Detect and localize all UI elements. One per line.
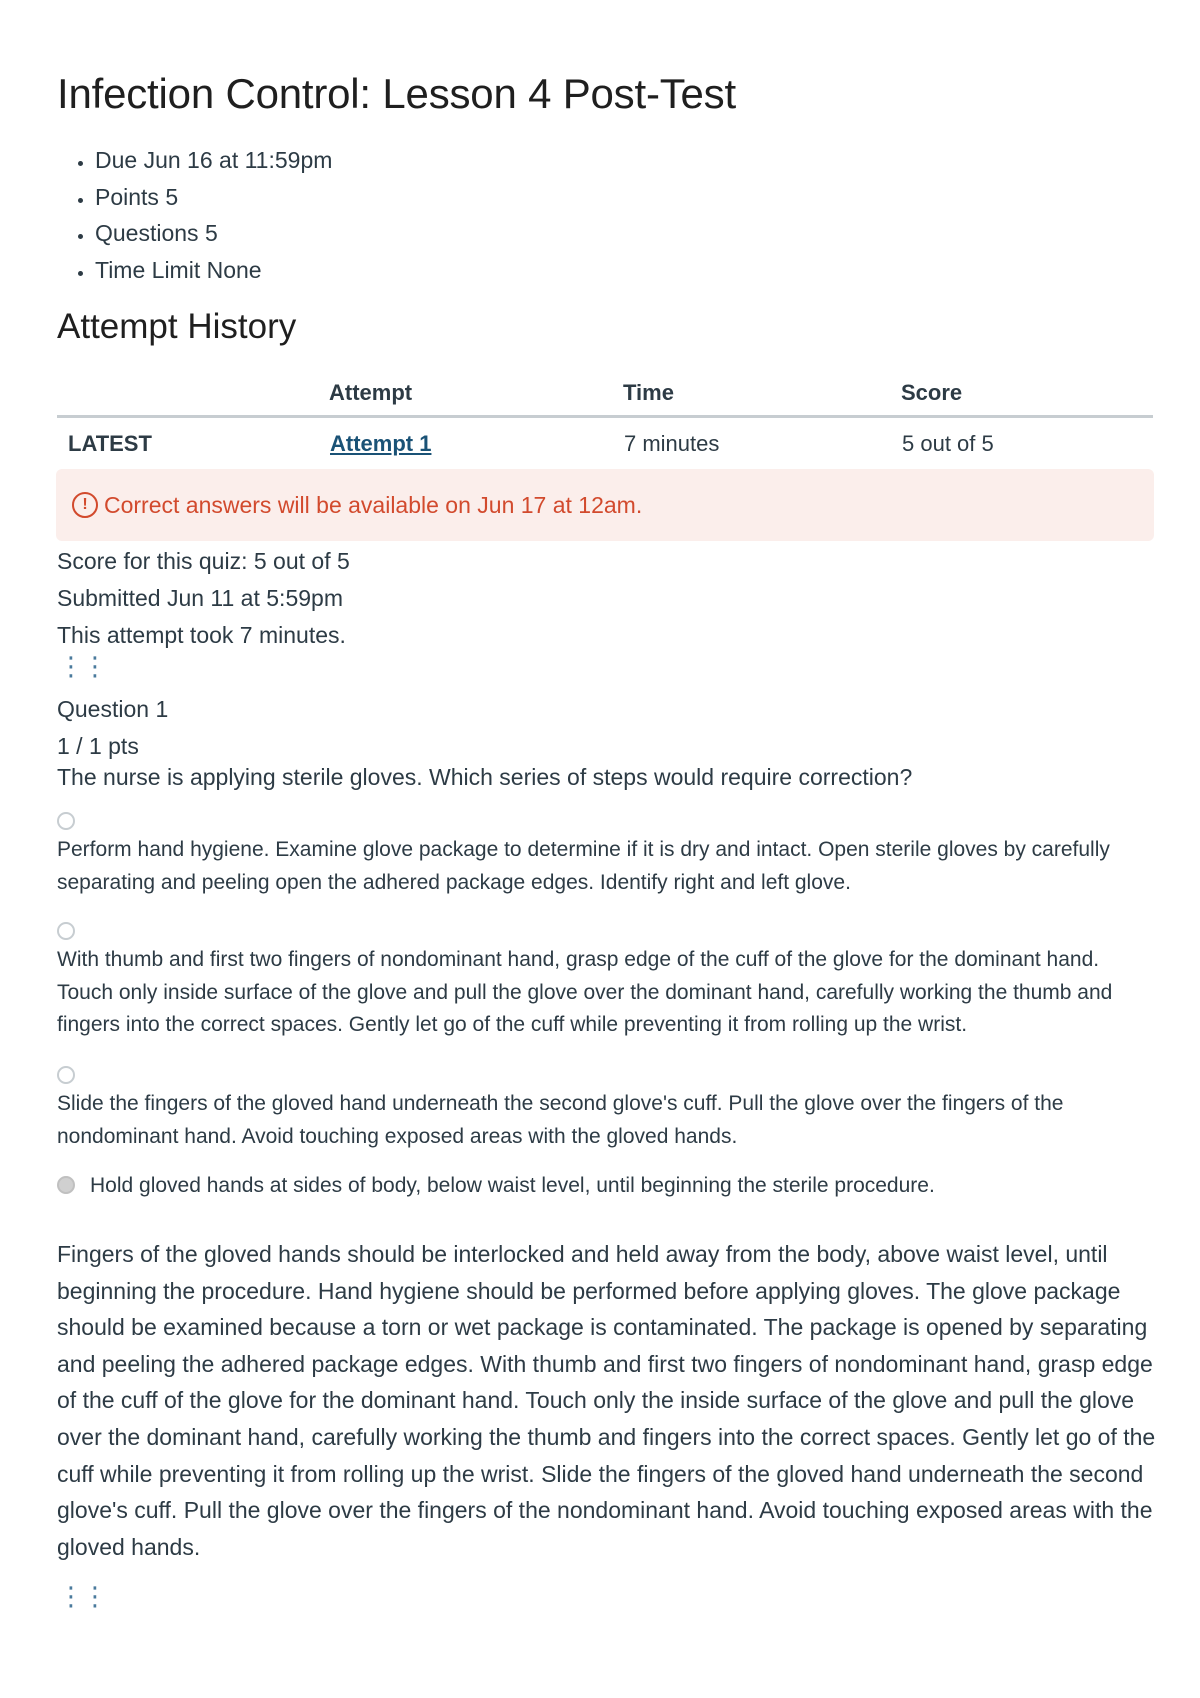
questions-item: • Questions 5 bbox=[95, 215, 332, 252]
correct-answers-alert bbox=[56, 469, 1154, 541]
answer-radio-4-selected[interactable] bbox=[57, 1176, 75, 1194]
answer-option-2-text: With thumb and first two fingers of nondominant hand, grasp edge of the cuff of the glove for the dominant hand. Touch only inside surface of the glove and pull the glove over the dominant hand, carefully working the thumb and fingers into the correct spaces. Gently let go of the cuff while preventing it from rolling up the wrist. bbox=[57, 948, 1113, 1036]
quiz-details-list bbox=[57, 142, 332, 288]
column-header-attempt: Attempt bbox=[329, 370, 623, 417]
drag-handle-icon[interactable]: ⋮⋮ bbox=[58, 1581, 106, 1611]
question-number: Question 1 bbox=[57, 696, 169, 722]
attempt-history-table bbox=[57, 370, 1153, 470]
column-header-score: Score bbox=[901, 370, 1153, 417]
answer-option-4-text: Hold gloved hands at sides of body, below waist level, until beginning the sterile procedure. bbox=[90, 1174, 935, 1197]
quiz-title: Infection Control: Lesson 4 Post-Test bbox=[57, 70, 736, 117]
duration-text: This attempt took 7 minutes. bbox=[57, 622, 346, 648]
question-text: The nurse is applying sterile gloves. Which series of steps would require correction? bbox=[57, 764, 913, 790]
submitted-text: Submitted Jun 11 at 5:59pm bbox=[57, 585, 343, 611]
answer-option-3-text: Slide the fingers of the gloved hand underneath the second glove's cuff. Pull the glove over the fingers of the nondominant hand. Avoid touching exposed areas with the gloved hands. bbox=[57, 1092, 1064, 1148]
attempt-history-heading: Attempt History bbox=[57, 307, 297, 346]
answer-radio-1[interactable] bbox=[57, 812, 75, 830]
answer-explanation: Fingers of the gloved hands should be interlocked and held away from the body, above waist level, until beginning the procedure. Hand hygiene should be performed before applying gloves. The glove package should be examined because a torn or wet package is contaminated. The package is opened by separating and peeling the adhered package edges. With thumb and first two fingers of nondominant hand, grasp edge of the cuff of the glove for the dominant hand. Touch only the inside surface of the glove and pull the glove over the dominant hand, carefully working the thumb and fingers into the correct spaces. Gently let go of the cuff while preventing it from rolling up the wrist. Slide the fingers of the gloved hand underneath the second glove's cuff. Pull the glove over the fingers of the nondominant hand. Avoid touching exposed areas with the gloved hands. bbox=[57, 1241, 1156, 1560]
points-item: • Points 5 bbox=[95, 179, 332, 216]
answer-radio-3[interactable] bbox=[57, 1066, 75, 1084]
table-header-row bbox=[57, 370, 1153, 417]
latest-label: LATEST bbox=[68, 431, 152, 456]
quiz-score-text: Score for this quiz: 5 out of 5 bbox=[57, 548, 350, 574]
attempt-1-link[interactable]: Attempt 1 bbox=[330, 431, 432, 456]
alert-text: Correct answers will be available on Jun 17 at 12am. bbox=[104, 491, 643, 518]
time-limit-item: • Time Limit None bbox=[95, 252, 332, 289]
due-date-item: • Due Jun 16 at 11:59pm bbox=[95, 142, 332, 179]
answer-radio-2[interactable] bbox=[57, 922, 75, 940]
question-header bbox=[57, 691, 168, 765]
attempt-score: 5 out of 5 bbox=[902, 431, 994, 456]
quiz-summary bbox=[57, 543, 350, 654]
answer-option-1-text: Perform hand hygiene. Examine glove package to determine if it is dry and intact. Open sterile gloves by carefully separating and peeling open the adhered package edges. Identify right and left glove. bbox=[57, 838, 1110, 894]
column-header-time: Time bbox=[623, 370, 901, 417]
question-points: 1 / 1 pts bbox=[57, 733, 139, 759]
column-header-blank bbox=[57, 370, 329, 417]
attempt-time: 7 minutes bbox=[624, 431, 720, 456]
drag-handle-icon[interactable]: ⋮⋮ bbox=[58, 651, 106, 681]
table-row bbox=[57, 417, 1153, 471]
exclamation-circle-icon: ! bbox=[72, 492, 98, 518]
